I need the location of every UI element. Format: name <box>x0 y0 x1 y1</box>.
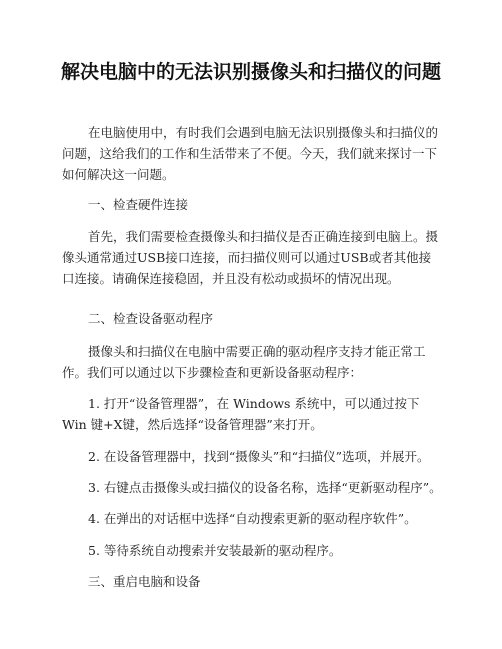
section-1-paragraph: 首先，我们需要检查摄像头和扫描仪是否正确连接到电脑上。摄像头通常通过USB接口连接，而扫描仪则可以通过USB或者其他接口连接。请确保连接稳固，并且没有松动或损坏的情况出现。 <box>62 229 439 286</box>
section-2-paragraph: 摄像头和扫描仪在电脑中需要正确的驱动程序支持才能正常工作。我们可以通过以下步骤检查和更新设备驱动程序： <box>62 344 426 380</box>
step-2: 2. 在设备管理器中，找到“摄像头”和“扫描仪”选项，并展开。 <box>88 449 430 464</box>
section-heading-2: 二、检查设备驱动程序 <box>88 311 214 326</box>
step-3: 3. 右键点击摄像头或扫描仪的设备名称，选择“更新驱动程序”。 <box>88 480 442 495</box>
step-5: 5. 等待系统自动搜索并安装最新的驱动程序。 <box>88 543 342 558</box>
section-heading-1: 一、检查硬件连接 <box>88 197 189 212</box>
step-4: 4. 在弹出的对话框中选择“自动搜索更新的驱动程序软件”。 <box>88 511 417 526</box>
step-1: 1. 打开“设备管理器”，在 Windows 系统中，可以通过按下 Win 键+X键，然后选择“设备管理器”来打开。 <box>62 396 420 432</box>
document-title: 解决电脑中的无法识别摄像头和扫描仪的问题 <box>60 61 441 83</box>
section-heading-3: 三、重启电脑和设备 <box>88 574 201 589</box>
intro-paragraph: 在电脑使用中，有时我们会遇到电脑无法识别摄像头和扫描仪的问题，这给我们的工作和生活带来了不便。今天，我们就来探讨一下如何解决这一问题。 <box>62 125 439 182</box>
